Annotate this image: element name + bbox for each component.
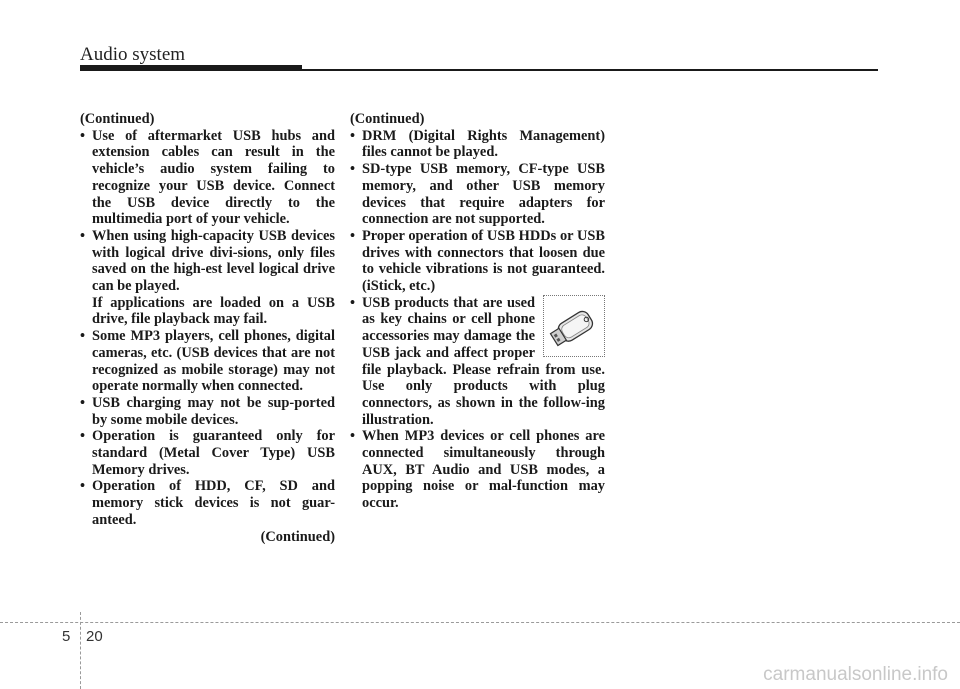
- left-column: [80, 111, 335, 545]
- page-number: 20: [86, 628, 103, 645]
- list-item: [80, 128, 335, 228]
- list-item: [80, 328, 335, 395]
- bullet-icon: •: [80, 478, 86, 495]
- bullet-icon: •: [350, 428, 356, 445]
- list-item-text: When using high-capacity USB devices with logical drive divi-sions, only files saved on the high-est level logical drive can be played.: [92, 227, 335, 295]
- continued-label: (Continued): [80, 111, 155, 127]
- list-item-text: DRM (Digital Rights Management) files cannot be played.: [362, 127, 605, 161]
- list-item-text: Proper operation of USB HDDs or USB drives with connectors that loosen due to vehicle vibrations is not guaranteed. (iStick, etc.): [362, 227, 605, 295]
- list-item: [350, 161, 605, 228]
- list-item-text: Use of aftermarket USB hubs and extension cables can result in the vehicle’s audio system failing to recognize your USB device. Connect the USB device directly to the multimedia port of your vehicle.: [92, 127, 335, 228]
- list-item: [80, 395, 335, 428]
- list-item: [350, 428, 605, 512]
- list-item-text: When MP3 devices or cell phones are connected simultaneously through AUX, BT Audio and USB modes, a popping noise or mal-function may occur.: [362, 428, 605, 512]
- list-item: [80, 478, 335, 528]
- list-item: [350, 295, 605, 429]
- right-bullet-list: [350, 128, 605, 512]
- list-item: [80, 228, 335, 328]
- bullet-icon: •: [80, 394, 86, 411]
- usb-keychain-drive-illustration-icon: [543, 295, 605, 357]
- watermark-text[interactable]: carmanualsonline.info: [763, 664, 948, 685]
- header-rule-thick: [80, 65, 302, 71]
- bullet-icon: •: [80, 428, 86, 445]
- list-item-text: Operation of HDD, CF, SD and memory stick devices is not guar-anteed.: [92, 478, 335, 528]
- continued-label-end: (Continued): [260, 528, 335, 545]
- section-number: 5: [62, 628, 71, 645]
- continued-label: (Continued): [350, 111, 425, 127]
- bullet-icon: •: [350, 294, 356, 311]
- left-bullet-list: [80, 128, 335, 529]
- list-item-subtext: If applications are loaded on a USB drive, file playback may fail.: [92, 294, 335, 328]
- list-item: [350, 128, 605, 161]
- bullet-icon: •: [80, 227, 86, 244]
- bullet-icon: •: [80, 127, 86, 144]
- list-item-text: USB charging may not be sup-ported by some mobile devices.: [92, 394, 335, 428]
- bullet-icon: •: [80, 328, 86, 345]
- list-item-text: Operation is guaranteed only for standard (Metal Cover Type) USB Memory drives.: [92, 428, 335, 478]
- list-item-text: SD-type USB memory, CF-type USB memory, and other USB memory devices that require adapters for connection are not supported.: [362, 161, 605, 228]
- bullet-icon: •: [350, 227, 356, 244]
- list-item: [350, 228, 605, 295]
- right-column: [350, 111, 605, 512]
- bullet-icon: •: [350, 127, 356, 144]
- footer-vertical-rule: [80, 612, 81, 689]
- footer-rule: [0, 622, 960, 623]
- list-item-text: Some MP3 players, cell phones, digital cameras, etc. (USB devices that are not recognized as mobile storage) may not operate normally when connected.: [92, 328, 335, 395]
- list-item: [80, 428, 335, 478]
- list-item-text: USB products that are used as key chains or cell phone accessories may damage the USB jack and affect proper file playback. Please refrain from use. Use only products with plug connectors, as shown in the follow-ing illustration.: [362, 294, 605, 428]
- page-header-title: Audio system: [80, 44, 186, 65]
- header-rule-thin: [302, 69, 878, 71]
- bullet-icon: •: [350, 161, 356, 178]
